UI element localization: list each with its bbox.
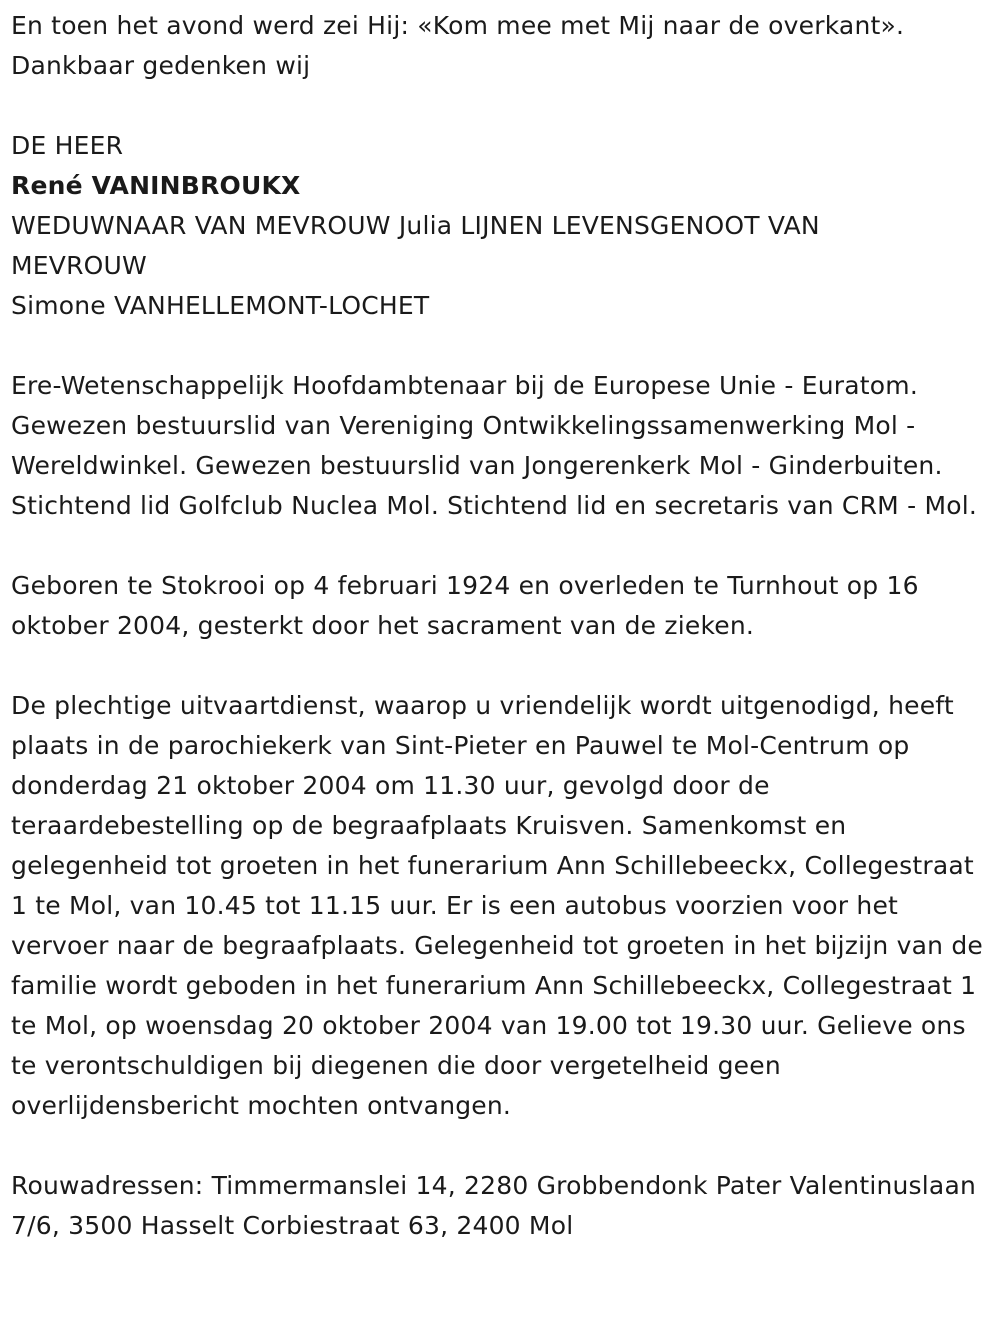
- honorific-title: DE HEER: [11, 131, 124, 160]
- spacer: [11, 326, 989, 366]
- partner-name: Simone VANHELLEMONT-LOCHET: [11, 291, 430, 320]
- spacer: [11, 86, 989, 126]
- relation-line-1: WEDUWNAAR VAN MEVROUW Julia LIJNEN LEVENSGENOOT VAN: [11, 211, 820, 240]
- spacer: [11, 646, 989, 686]
- addresses-paragraph: Rouwadressen: Timmermanslei 14, 2280 Grobbendonk Pater Valentinuslaan 7/6, 3500 Hasselt Corbiestraat 63, 2400 Mol: [11, 1171, 977, 1240]
- obituary-document: [11, 6, 989, 1246]
- relation-line-2: MEVROUW: [11, 251, 147, 280]
- spacer: [11, 526, 989, 566]
- funeral-paragraph: De plechtige uitvaartdienst, waarop u vriendelijk wordt uitgenodigd, heeft plaats in de parochiekerk van Sint-Pieter en Pauwel te Mol-Centrum op donderdag 21 oktober 2004 om 11.30 uur, gevolgd door de teraardebestelling op de begraafplaats Kruisven. Samenkomst en gelegenheid tot groeten in het funerarium Ann Schillebeeckx, Collegestraat 1 te Mol, van 10.45 tot 11.15 uur. Er is een autobus voorzien voor het vervoer naar de begraafplaats. Gelegenheid tot groeten in het bijzijn van de familie wordt geboden in het funerarium Ann Schillebeeckx, Collegestraat 1 te Mol, op woensdag 20 oktober 2004 van 19.00 tot 19.30 uur. Gelieve ons te verontschuldigen bij diegenen die door vergetelheid geen overlijdensbericht mochten ontvangen.: [11, 691, 983, 1120]
- remembrance-line: Dankbaar gedenken wij: [11, 51, 311, 80]
- life-paragraph: Geboren te Stokrooi op 4 februari 1924 en overleden te Turnhout op 16 oktober 2004, gesterkt door het sacrament van de zieken.: [11, 571, 919, 640]
- deceased-name: René VANINBROUKX: [11, 171, 301, 200]
- spacer: [11, 1126, 989, 1166]
- career-paragraph: Ere-Wetenschappelijk Hoofdambtenaar bij de Europese Unie - Euratom. Gewezen bestuurslid van Vereniging Ontwikkelingssamenwerking Mol - Wereldwinkel. Gewezen bestuurslid van Jongerenkerk Mol - Ginderbuiten. Stichtend lid Golfclub Nuclea Mol. Stichtend lid en secretaris van CRM - Mol.: [11, 371, 977, 520]
- intro-quote: En toen het avond werd zei Hij: «Kom mee met Mij naar de overkant».: [11, 11, 905, 40]
